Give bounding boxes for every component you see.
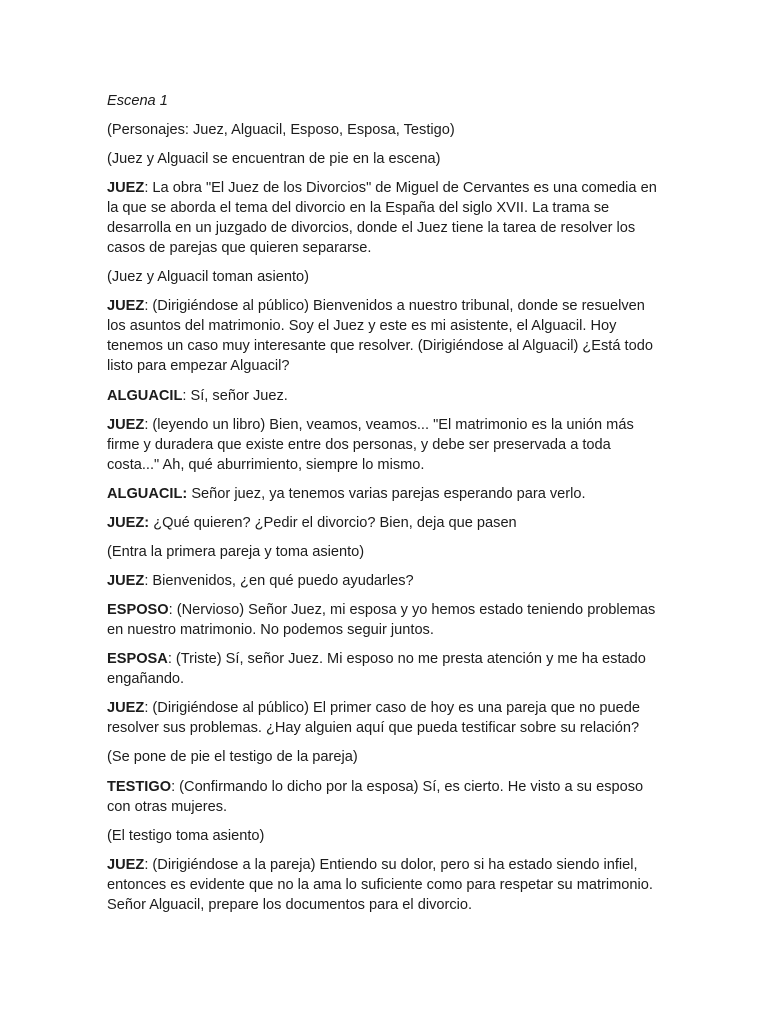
document-body <box>107 91 667 924</box>
dialogue-text: : (Triste) Sí, señor Juez. Mi esposo no me presta atención y me ha estado engañando. <box>107 651 646 688</box>
speaker-name: JUEZ <box>107 573 145 590</box>
dialogue-paragraph <box>107 571 667 591</box>
dialogue-paragraph <box>107 296 667 376</box>
dialogue-text: : La obra "El Juez de los Divorcios" de Miguel de Cervantes es una comedia en la que se aborda el tema del divorcio en la España del siglo XVII. La trama se desarrolla en un juzgado de divorcios, donde el Juez tiene la tarea de resolver los casos de parejas que quieren separarse. <box>107 180 657 257</box>
speaker-name: ESPOSA <box>107 651 168 668</box>
speaker-name: TESTIGO <box>107 778 172 795</box>
dialogue-paragraph <box>107 649 667 689</box>
speaker-name: JUEZ <box>107 700 145 717</box>
dialogue-text: : (Dirigiéndose a la pareja) Entiendo su dolor, pero si ha estado siendo infiel, entonces es evidente que no la ama lo suficiente como para respetar su matrimonio. Señor Alguacil, prepare los documentos para el divorcio. <box>107 856 653 913</box>
dialogue-text: Señor juez, ya tenemos varias parejas esperando para verlo. <box>187 485 586 502</box>
dialogue-paragraph <box>107 513 667 533</box>
speaker-name: JUEZ <box>107 856 145 873</box>
stage-direction <box>107 120 667 140</box>
dialogue-paragraph <box>107 386 667 406</box>
paragraph-text: (El testigo toma asiento) <box>107 827 265 844</box>
dialogue-paragraph <box>107 698 667 738</box>
stage-direction <box>107 542 667 562</box>
dialogue-text: : (Confirmando lo dicho por la esposa) Sí, es cierto. He visto a su esposo con otras mujeres. <box>107 778 644 815</box>
paragraph-text: (Personajes: Juez, Alguacil, Esposo, Esposa, Testigo) <box>107 122 455 139</box>
dialogue-paragraph <box>107 415 667 475</box>
speaker-name: JUEZ <box>107 298 145 315</box>
dialogue-text: ¿Qué quieren? ¿Pedir el divorcio? Bien, deja que pasen <box>149 514 517 531</box>
scene-title: Escena 1 <box>107 93 168 109</box>
stage-direction <box>107 747 667 767</box>
speaker-name: ESPOSO <box>107 602 169 619</box>
dialogue-text: : Sí, señor Juez. <box>182 387 288 404</box>
speaker-name: JUEZ: <box>107 514 150 531</box>
speaker-name: ALGUACIL <box>107 387 183 404</box>
stage-direction <box>107 826 667 846</box>
dialogue-paragraph <box>107 855 667 915</box>
dialogue-paragraph <box>107 178 667 258</box>
stage-direction <box>107 267 667 287</box>
paragraph-text: (Juez y Alguacil se encuentran de pie en la escena) <box>107 151 441 168</box>
dialogue-paragraph <box>107 484 667 504</box>
paragraph-text: (Juez y Alguacil toman asiento) <box>107 269 309 286</box>
dialogue-text: : (leyendo un libro) Bien, veamos, veamos... "El matrimonio es la unión más firme y duradera que existe entre dos personas, y debe ser preservada a toda costa..." Ah, qué aburrimiento, siempre lo mismo. <box>107 416 634 473</box>
paragraph-text: (Se pone de pie el testigo de la pareja) <box>107 749 358 766</box>
dialogue-text: : (Nervioso) Señor Juez, mi esposa y yo hemos estado teniendo problemas en nuestro matrimonio. No podemos seguir juntos. <box>107 602 656 639</box>
dialogue-paragraph <box>107 777 667 817</box>
dialogue-text: : (Dirigiéndose al público) Bienvenidos a nuestro tribunal, donde se resuelven los asuntos del matrimonio. Soy el Juez y este es mi asistente, el Alguacil. Hoy tenemos un caso muy interesante que resolver. (Dirigiéndose al Alguacil) ¿Está todo listo para empezar Alguacil? <box>107 298 653 375</box>
dialogue-text: : (Dirigiéndose al público) El primer caso de hoy es una pareja que no puede resolver sus problemas. ¿Hay alguien aquí que pueda testificar sobre su relación? <box>107 700 640 737</box>
speaker-name: JUEZ <box>107 180 145 197</box>
speaker-name: ALGUACIL: <box>107 485 188 502</box>
speaker-name: JUEZ <box>107 416 145 433</box>
stage-direction <box>107 149 667 169</box>
dialogue-text: : Bienvenidos, ¿en qué puedo ayudarles? <box>144 573 414 590</box>
paragraph-text: (Entra la primera pareja y toma asiento) <box>107 543 365 560</box>
dialogue-paragraph <box>107 600 667 640</box>
